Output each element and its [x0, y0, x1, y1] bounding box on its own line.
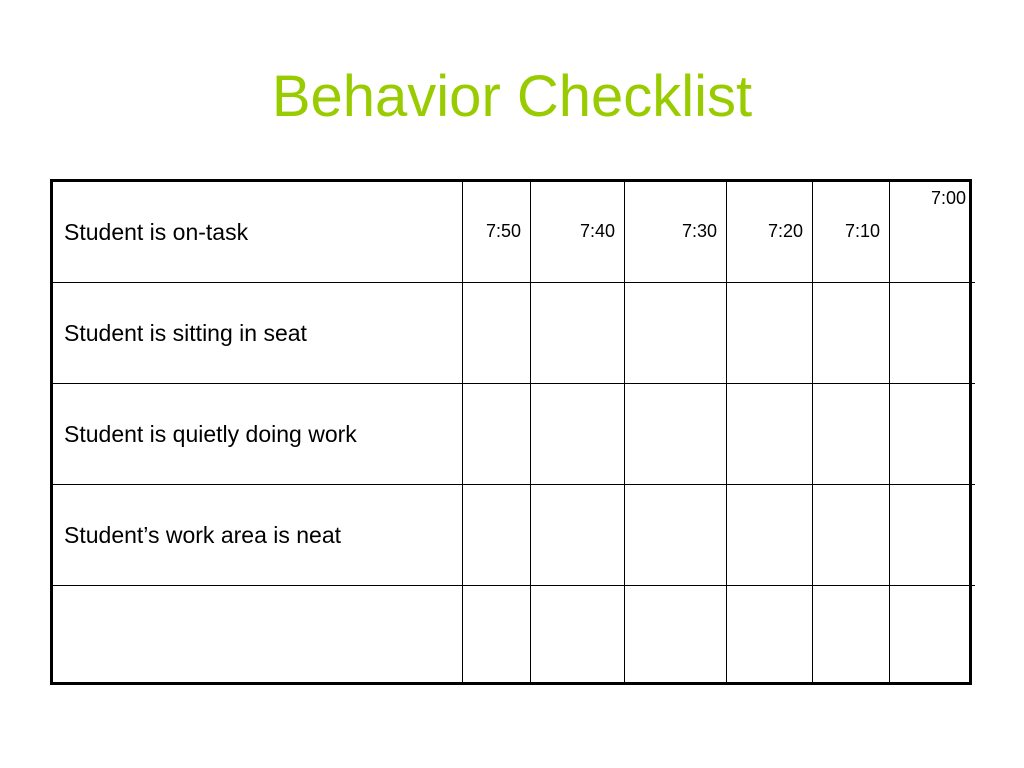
time-label: 7:00: [930, 188, 966, 208]
check-cell[interactable]: [531, 384, 625, 485]
check-cell[interactable]: [531, 283, 625, 384]
time-label: 7:50: [485, 221, 521, 241]
behavior-label: Student is sitting in seat: [64, 320, 307, 346]
time-cell[interactable]: [531, 182, 625, 283]
behavior-label: Student’s work area is neat: [64, 522, 342, 548]
behavior-label: Student is quietly doing work: [64, 421, 357, 447]
behavior-cell: [53, 182, 463, 283]
behavior-cell: [53, 283, 463, 384]
check-cell[interactable]: [463, 283, 531, 384]
check-cell[interactable]: [625, 485, 727, 586]
check-cell[interactable]: [463, 586, 531, 682]
check-cell[interactable]: [531, 586, 625, 682]
check-cell[interactable]: [727, 485, 813, 586]
behavior-label: Student is on-task: [64, 219, 249, 245]
time-cell[interactable]: [890, 182, 975, 283]
behavior-cell: [53, 384, 463, 485]
time-cell[interactable]: [727, 182, 813, 283]
check-cell[interactable]: [813, 586, 890, 682]
check-cell[interactable]: [625, 586, 727, 682]
time-label: 7:40: [579, 221, 615, 241]
check-cell[interactable]: [531, 485, 625, 586]
check-cell[interactable]: [813, 283, 890, 384]
time-label: 7:10: [844, 221, 880, 241]
check-cell[interactable]: [813, 384, 890, 485]
time-cell[interactable]: [625, 182, 727, 283]
time-label: 7:20: [767, 221, 803, 241]
check-cell[interactable]: [625, 384, 727, 485]
check-cell[interactable]: [890, 283, 975, 384]
check-cell[interactable]: [890, 586, 975, 682]
check-cell[interactable]: [813, 485, 890, 586]
check-cell[interactable]: [727, 283, 813, 384]
behavior-cell[interactable]: [53, 586, 463, 682]
check-cell[interactable]: [463, 485, 531, 586]
check-cell[interactable]: [727, 586, 813, 682]
behavior-cell: [53, 485, 463, 586]
slide-title: Behavior Checklist: [271, 64, 753, 129]
behavior-checklist-table: [50, 179, 972, 685]
check-cell[interactable]: [890, 384, 975, 485]
check-cell[interactable]: [463, 384, 531, 485]
check-cell[interactable]: [890, 485, 975, 586]
check-cell[interactable]: [727, 384, 813, 485]
time-cell[interactable]: [463, 182, 531, 283]
time-cell[interactable]: [813, 182, 890, 283]
time-label: 7:30: [681, 221, 717, 241]
check-cell[interactable]: [625, 283, 727, 384]
